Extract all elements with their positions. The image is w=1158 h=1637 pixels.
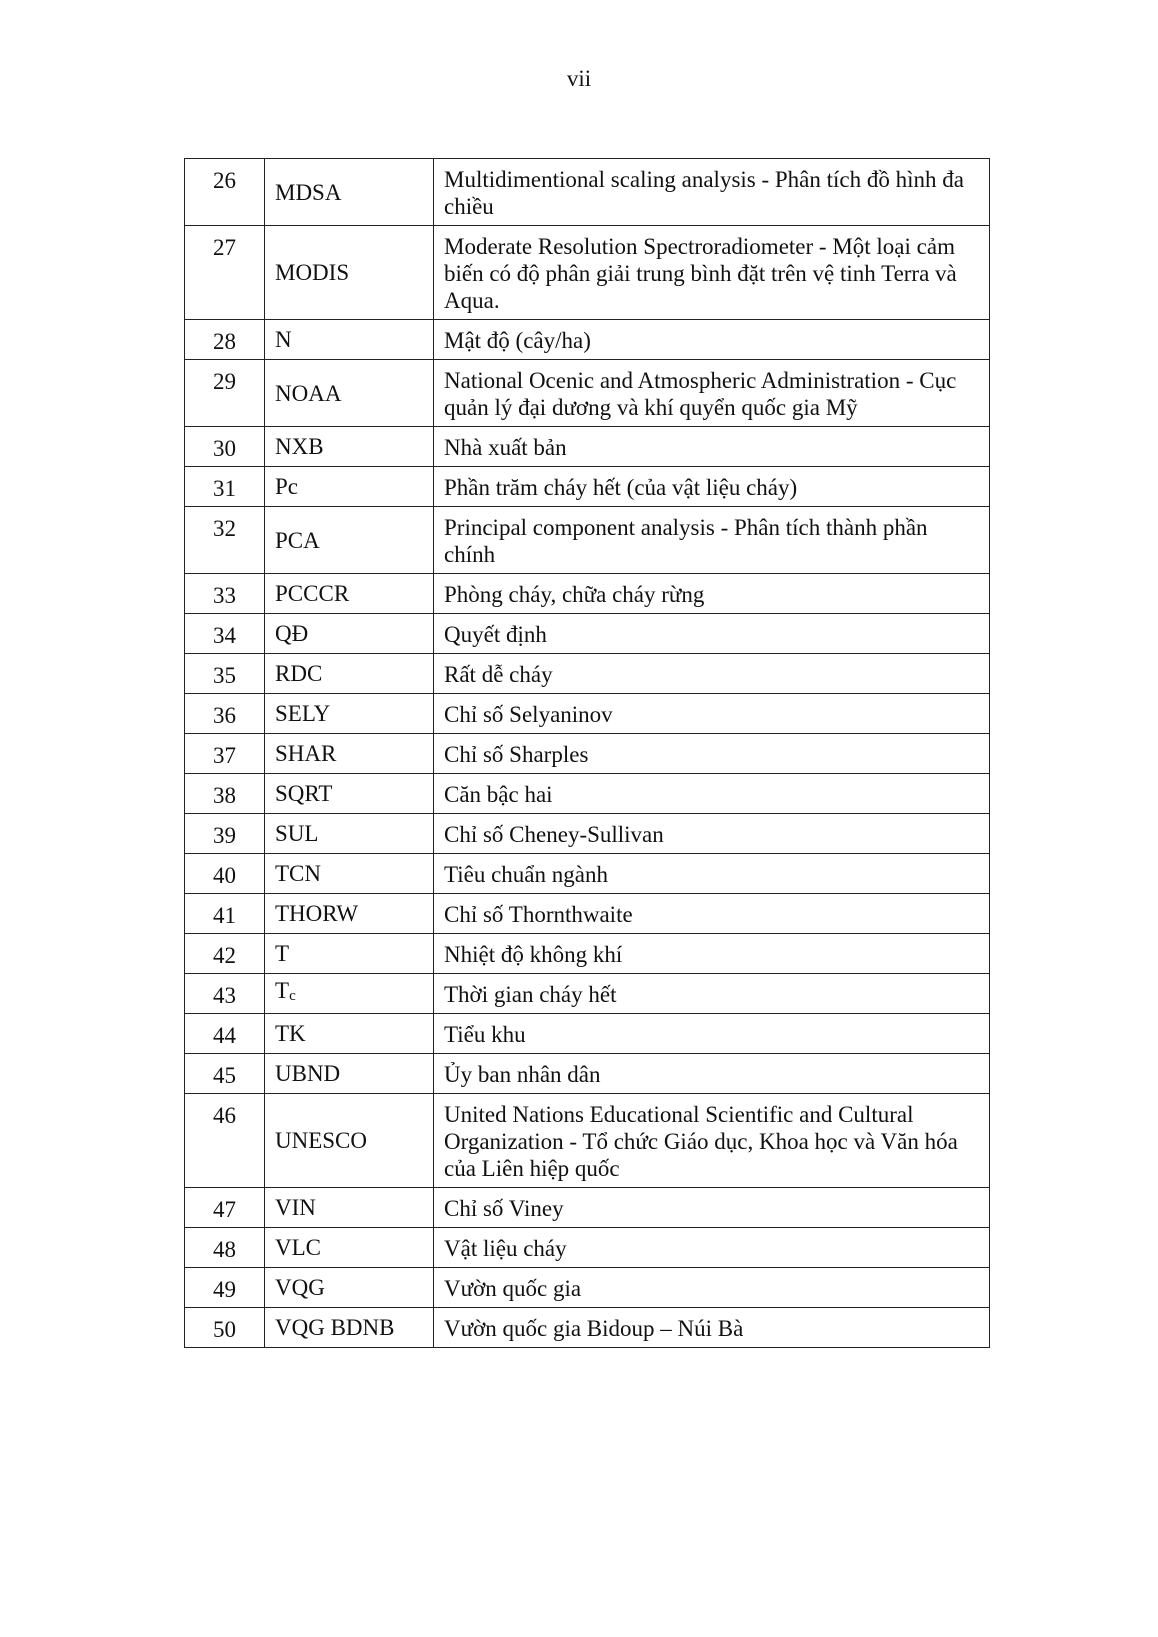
abbreviation: SHAR bbox=[265, 734, 434, 774]
abbreviation: N bbox=[265, 320, 434, 360]
row-number: 39 bbox=[185, 814, 265, 854]
abbreviations-table bbox=[184, 158, 990, 1348]
table-row bbox=[185, 894, 990, 934]
row-number: 46 bbox=[185, 1094, 265, 1188]
abbreviation: UNESCO bbox=[265, 1094, 434, 1188]
table-row bbox=[185, 1188, 990, 1228]
row-number: 26 bbox=[185, 159, 265, 226]
description: Multidimentional scaling analysis - Phân tích đồ hình đa chiều bbox=[434, 159, 990, 226]
abbreviation: PCCCR bbox=[265, 574, 434, 614]
abbreviation: UBND bbox=[265, 1054, 434, 1094]
description: Vườn quốc gia bbox=[434, 1268, 990, 1308]
row-number: 44 bbox=[185, 1014, 265, 1054]
abbreviation: T bbox=[265, 934, 434, 974]
description: National Ocenic and Atmospheric Administration - Cục quản lý đại dương và khí quyển quốc gia Mỹ bbox=[434, 360, 990, 427]
table-row bbox=[185, 854, 990, 894]
table-row bbox=[185, 226, 990, 320]
page-number: vii bbox=[566, 66, 592, 91]
table-row bbox=[185, 467, 990, 507]
description: Căn bậc hai bbox=[434, 774, 990, 814]
description: Nhà xuất bản bbox=[434, 427, 990, 467]
abbreviation: SUL bbox=[265, 814, 434, 854]
table-row bbox=[185, 934, 990, 974]
table-row bbox=[185, 507, 990, 574]
abbreviation bbox=[265, 974, 434, 1014]
description: Mật độ (cây/ha) bbox=[434, 320, 990, 360]
row-number: 36 bbox=[185, 694, 265, 734]
table-row bbox=[185, 1268, 990, 1308]
row-number: 50 bbox=[185, 1308, 265, 1348]
row-number: 30 bbox=[185, 427, 265, 467]
row-number: 31 bbox=[185, 467, 265, 507]
description: Tiêu chuẩn ngành bbox=[434, 854, 990, 894]
abbreviation-base: T bbox=[275, 978, 290, 1003]
table-row bbox=[185, 574, 990, 614]
description: Chỉ số Cheney-Sullivan bbox=[434, 814, 990, 854]
table-row bbox=[185, 654, 990, 694]
abbreviation: NOAA bbox=[265, 360, 434, 427]
abbreviation: MDSA bbox=[265, 159, 434, 226]
row-number: 41 bbox=[185, 894, 265, 934]
abbreviation: MODIS bbox=[265, 226, 434, 320]
description: Chỉ số Sharples bbox=[434, 734, 990, 774]
abbreviation: PCA bbox=[265, 507, 434, 574]
description: Moderate Resolution Spectroradiometer - Một loại cảm biến có độ phân giải trung bình đặt trên vệ tinh Terra và Aqua. bbox=[434, 226, 990, 320]
row-number: 27 bbox=[185, 226, 265, 320]
table-row bbox=[185, 1228, 990, 1268]
row-number: 45 bbox=[185, 1054, 265, 1094]
abbreviation: RDC bbox=[265, 654, 434, 694]
row-number: 28 bbox=[185, 320, 265, 360]
description: Chỉ số Viney bbox=[434, 1188, 990, 1228]
description: Vườn quốc gia Bidoup – Núi Bà bbox=[434, 1308, 990, 1348]
description: United Nations Educational Scientific and Cultural Organization - Tổ chức Giáo dục, Khoa học và Văn hóa của Liên hiệp quốc bbox=[434, 1094, 990, 1188]
abbreviation: VLC bbox=[265, 1228, 434, 1268]
table-row bbox=[185, 734, 990, 774]
row-number: 43 bbox=[185, 974, 265, 1014]
description: Rất dễ cháy bbox=[434, 654, 990, 694]
table-row bbox=[185, 1094, 990, 1188]
table-row bbox=[185, 1308, 990, 1348]
table-row bbox=[185, 814, 990, 854]
table-row bbox=[185, 774, 990, 814]
table-row bbox=[185, 1014, 990, 1054]
description: Ủy ban nhân dân bbox=[434, 1054, 990, 1094]
abbreviation: THORW bbox=[265, 894, 434, 934]
abbreviation: SELY bbox=[265, 694, 434, 734]
description: Quyết định bbox=[434, 614, 990, 654]
abbreviation: QĐ bbox=[265, 614, 434, 654]
row-number: 37 bbox=[185, 734, 265, 774]
row-number: 49 bbox=[185, 1268, 265, 1308]
row-number: 48 bbox=[185, 1228, 265, 1268]
row-number: 35 bbox=[185, 654, 265, 694]
table-row bbox=[185, 1054, 990, 1094]
row-number: 34 bbox=[185, 614, 265, 654]
row-number: 29 bbox=[185, 360, 265, 427]
abbreviation: VIN bbox=[265, 1188, 434, 1228]
table-row bbox=[185, 614, 990, 654]
table-row bbox=[185, 320, 990, 360]
table-row bbox=[185, 974, 990, 1014]
description: Phòng cháy, chữa cháy rừng bbox=[434, 574, 990, 614]
abbreviation: VQG BDNB bbox=[265, 1308, 434, 1348]
description: Tiểu khu bbox=[434, 1014, 990, 1054]
row-number: 38 bbox=[185, 774, 265, 814]
row-number: 42 bbox=[185, 934, 265, 974]
description: Nhiệt độ không khí bbox=[434, 934, 990, 974]
description: Vật liệu cháy bbox=[434, 1228, 990, 1268]
row-number: 40 bbox=[185, 854, 265, 894]
description: Phần trăm cháy hết (của vật liệu cháy) bbox=[434, 467, 990, 507]
description: Thời gian cháy hết bbox=[434, 974, 990, 1014]
description: Chỉ số Selyaninov bbox=[434, 694, 990, 734]
table-row bbox=[185, 159, 990, 226]
row-number: 32 bbox=[185, 507, 265, 574]
abbreviation: SQRT bbox=[265, 774, 434, 814]
abbreviation: NXB bbox=[265, 427, 434, 467]
description: Chỉ số Thornthwaite bbox=[434, 894, 990, 934]
table-row bbox=[185, 427, 990, 467]
abbreviation: Pc bbox=[265, 467, 434, 507]
table-row bbox=[185, 360, 990, 427]
table-row bbox=[185, 694, 990, 734]
abbreviation: TK bbox=[265, 1014, 434, 1054]
abbreviation-subscript: c bbox=[289, 988, 296, 1004]
row-number: 33 bbox=[185, 574, 265, 614]
description: Principal component analysis - Phân tích thành phần chính bbox=[434, 507, 990, 574]
abbreviation: TCN bbox=[265, 854, 434, 894]
abbreviation: VQG bbox=[265, 1268, 434, 1308]
row-number: 47 bbox=[185, 1188, 265, 1228]
